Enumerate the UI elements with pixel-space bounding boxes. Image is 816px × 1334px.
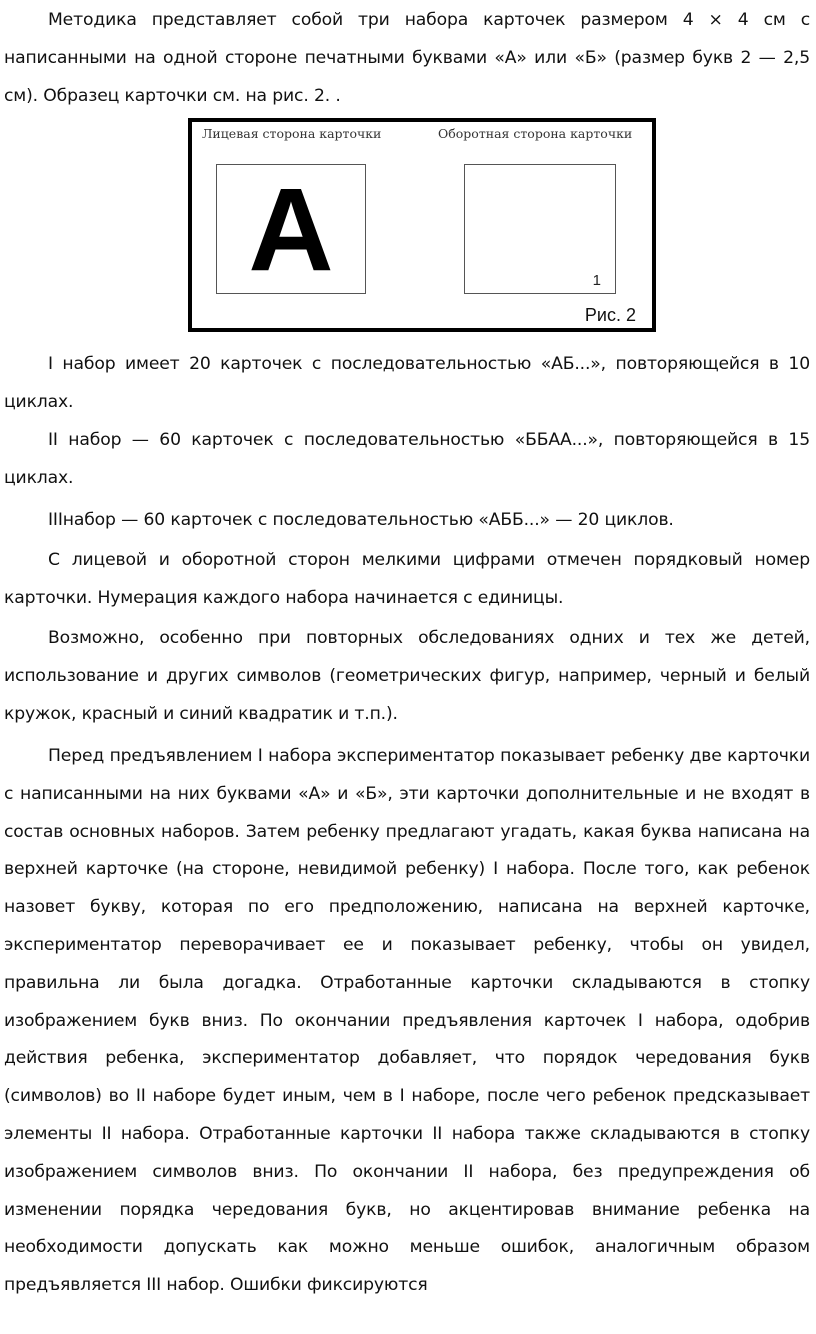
- paragraph-set-1: I набор имеет 20 карточек с последовательностью «АБ...», повторяющейся в 10 циклах.: [4, 354, 810, 412]
- paragraph-symbols: Возможно, особенно при повторных обследованиях одних и тех же детей, использование и других символов (геометрических фигур, например, черный и белый кружок, красный и синий квадратик и т.п.).: [4, 628, 810, 724]
- card-front: [216, 164, 366, 294]
- figure-card-sample: [188, 118, 656, 332]
- paragraph-numbering: С лицевой и оборотной сторон мелкими цифрами отмечен порядковый номер карточки. Нумерация каждого набора начинается с единицы.: [4, 550, 810, 608]
- paragraph-procedure: Перед предъявлением I набора экспериментатор показывает ребенку две карточки с написанными на них буквами «А» и «Б», эти карточки дополнительные и не входят в состав основных наборов. Затем ребенку предлагают угадать, какая буква написана на верхней карточке (на стороне, невидимой ребенку) I набора. После того, как ребенок назовет букву, которая по его предположению, написана на верхней карточке, экспериментатор переворачивает ее и показывает ребенку, чтобы он увидел, правильна ли была догадка. Отработанные карточки складываются в стопку изображением букв вниз. По окончании предъявления карточек I набора, одобрив действия ребенка, экспериментатор добавляет, что порядок чередования букв (символов) во II наборе будет иным, чем в I наборе, после чего ребенок предсказывает элементы II набора. Отработанные карточки II набора также складываются в стопку изображением символов вниз. По окончании II набора, без предупреждения об изменении порядка чередования букв, но акцентировав внимание ребенка на необходимости допускать как можно меньше ошибок, аналогичным образом предъявляется III набор. Ошибки фиксируются: [4, 746, 810, 1296]
- front-side-caption: Лицевая сторона карточки: [202, 126, 382, 141]
- card-back: [464, 164, 616, 294]
- card-number: 1: [592, 272, 601, 289]
- paragraph-set-2: II набор — 60 карточек с последовательностью «ББАА...», повторяющейся в 15 циклах.: [4, 430, 810, 488]
- card-letter: А: [248, 164, 334, 296]
- paragraph-set-3: IIIнабор — 60 карточек с последовательностью «АББ...» — 20 циклов.: [48, 510, 674, 530]
- back-side-caption: Оборотная сторона карточки: [438, 126, 633, 141]
- paragraph-intro: Методика представляет собой три набора карточек размером 4 × 4 см с написанными на одной стороне печатными буквами «А» или «Б» (размер букв 2 — 2,5 см). Образец карточки см. на рис. 2. .: [4, 10, 810, 106]
- figure-label: Рис. 2: [584, 305, 636, 325]
